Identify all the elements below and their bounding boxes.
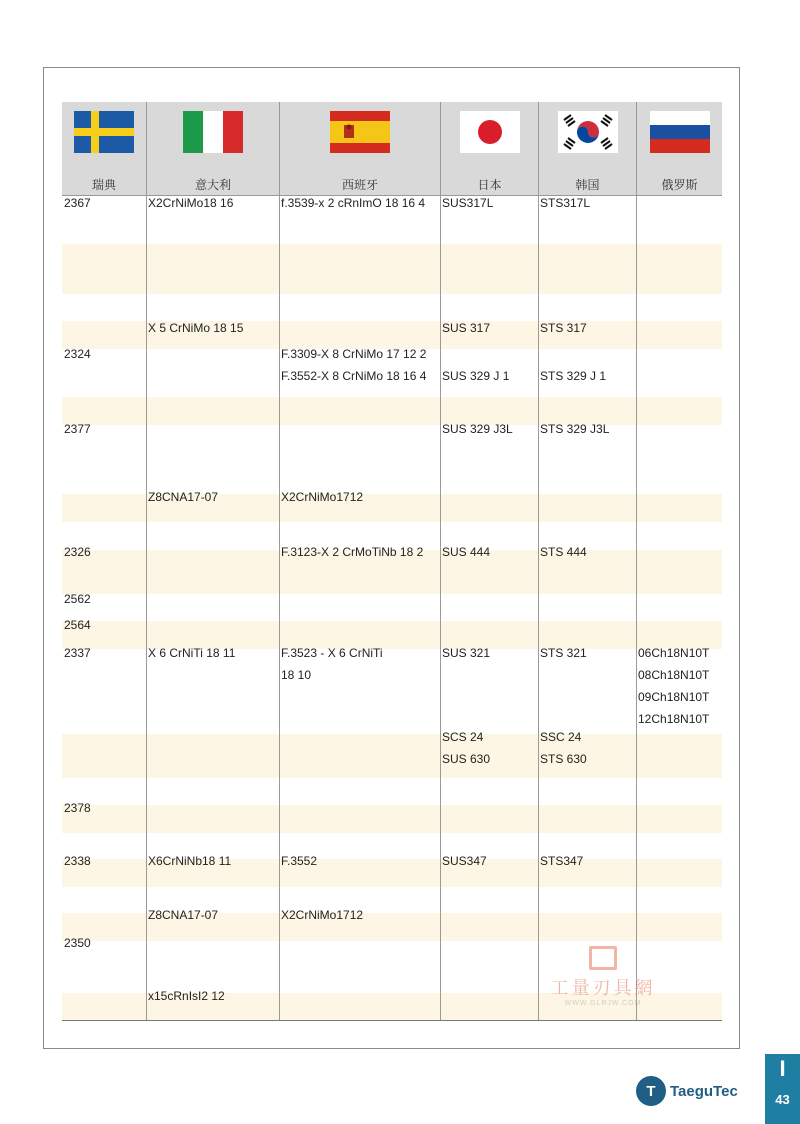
table-cell: SUS 329 J 1 xyxy=(442,369,510,383)
row-band xyxy=(62,734,722,778)
table-cell: 08Ch18N10T xyxy=(638,668,710,682)
table-cell: 2338 xyxy=(64,854,91,868)
table-cell: 2562 xyxy=(64,592,91,606)
table-cell: X 5 CrNiMo 18 15 xyxy=(148,321,244,335)
page-number: 43 xyxy=(775,1092,790,1107)
watermark-logo-icon xyxy=(589,946,617,970)
table-cell: 09Ch18N10T xyxy=(638,690,710,704)
table-cell: F.3523 - X 6 CrNiTi xyxy=(281,646,383,660)
header-russia xyxy=(636,102,722,195)
column-divider xyxy=(146,196,147,1021)
table-cell: SUS 630 xyxy=(442,752,491,766)
column-divider xyxy=(538,196,539,1021)
table-cell: SSC 24 xyxy=(540,730,582,744)
sweden-flag-icon xyxy=(74,111,134,153)
column-divider xyxy=(636,196,637,1021)
table-cell: X6CrNiNb18 11 xyxy=(148,854,232,868)
table-header xyxy=(62,102,722,196)
table-cell: STS 630 xyxy=(540,752,587,766)
table-cell: X2CrNiMo1712 xyxy=(281,490,364,504)
header-japan xyxy=(440,102,538,195)
table-cell: Z8CNA17-07 xyxy=(148,908,219,922)
table-cell: SUS 444 xyxy=(442,545,491,559)
material-comparison-table xyxy=(62,102,722,1021)
spain-flag-icon xyxy=(330,111,390,153)
table-cell: 18 10 xyxy=(281,668,312,682)
table-cell: STS317L xyxy=(540,196,591,210)
table-cell: F.3123-X 2 CrMoTiNb 18 2 xyxy=(281,545,424,559)
table-cell: STS 329 J 1 xyxy=(540,369,607,383)
row-band xyxy=(62,397,722,425)
page-tab xyxy=(765,1054,800,1124)
table-cell: 2350 xyxy=(64,936,91,950)
row-band xyxy=(62,805,722,833)
column-divider xyxy=(279,196,280,1021)
table-cell: STS 444 xyxy=(540,545,587,559)
header-korea xyxy=(538,102,636,195)
header-label: 瑞典 xyxy=(91,178,116,192)
header-sweden xyxy=(62,102,146,195)
header-label: 日本 xyxy=(477,178,502,192)
watermark xyxy=(538,946,668,1007)
brand-name: TaeguTec xyxy=(670,1082,738,1100)
table-cell: 06Ch18N10T xyxy=(638,646,710,660)
header-label: 韩国 xyxy=(575,178,600,192)
japan-flag-icon xyxy=(460,111,520,153)
row-band xyxy=(62,244,722,294)
brand-logo xyxy=(636,1075,738,1107)
table-cell: F.3552 xyxy=(281,854,318,868)
table-cell: SUS 321 xyxy=(442,646,491,660)
korea-flag-icon xyxy=(558,111,618,153)
table-cell: SCS 24 xyxy=(442,730,484,744)
table-cell: 12Ch18N10T xyxy=(638,712,710,726)
watermark-url: WWW.GLRJW.COM xyxy=(564,1000,642,1007)
brand-mark-icon: T xyxy=(636,1076,666,1106)
table-cell: F.3552-X 8 CrNiMo 18 16 4 xyxy=(281,369,427,383)
table-cell: SUS317L xyxy=(442,196,494,210)
section-letter: I xyxy=(779,1056,786,1081)
table-cell: 2326 xyxy=(64,545,91,559)
russia-flag-icon xyxy=(650,111,710,153)
table-cell: 2324 xyxy=(64,347,91,361)
table-cell: SUS 329 J3L xyxy=(442,422,513,436)
table-body xyxy=(62,196,722,1021)
header-italy xyxy=(146,102,279,195)
table-cell: STS 329 J3L xyxy=(540,422,610,436)
table-cell: 2337 xyxy=(64,646,91,660)
table-cell: F.3309-X 8 CrNiMo 17 12 2 xyxy=(281,347,427,361)
header-spain xyxy=(279,102,440,195)
table-cell: X 6 CrNiTi 18 11 xyxy=(148,646,236,660)
table-cell: X2CrNiMo1712 xyxy=(281,908,364,922)
table-cell: 2564 xyxy=(64,618,91,632)
header-label: 俄罗斯 xyxy=(661,178,698,192)
table-cell: STS347 xyxy=(540,854,584,868)
watermark-text: 工量刃具網 xyxy=(550,978,656,999)
table-bottom-border xyxy=(62,1020,722,1021)
table-cell: STS 317 xyxy=(540,321,587,335)
table-cell: 2378 xyxy=(64,801,91,815)
table-cell: Z8CNA17-07 xyxy=(148,490,219,504)
table-cell: STS 321 xyxy=(540,646,587,660)
table-cell: 2367 xyxy=(64,196,91,210)
header-label: 意大利 xyxy=(194,178,231,192)
italy-flag-icon xyxy=(183,111,243,153)
table-cell: f.3539-x 2 cRnImO 18 16 4 xyxy=(281,196,426,210)
column-divider xyxy=(440,196,441,1021)
table-cell: SUS 317 xyxy=(442,321,491,335)
table-cell: SUS347 xyxy=(442,854,487,868)
table-cell: 2377 xyxy=(64,422,91,436)
table-cell: x15cRnIsI2 12 xyxy=(148,989,225,1003)
header-label: 西班牙 xyxy=(341,178,378,192)
table-cell: X2CrNiMo18 16 xyxy=(148,196,234,210)
